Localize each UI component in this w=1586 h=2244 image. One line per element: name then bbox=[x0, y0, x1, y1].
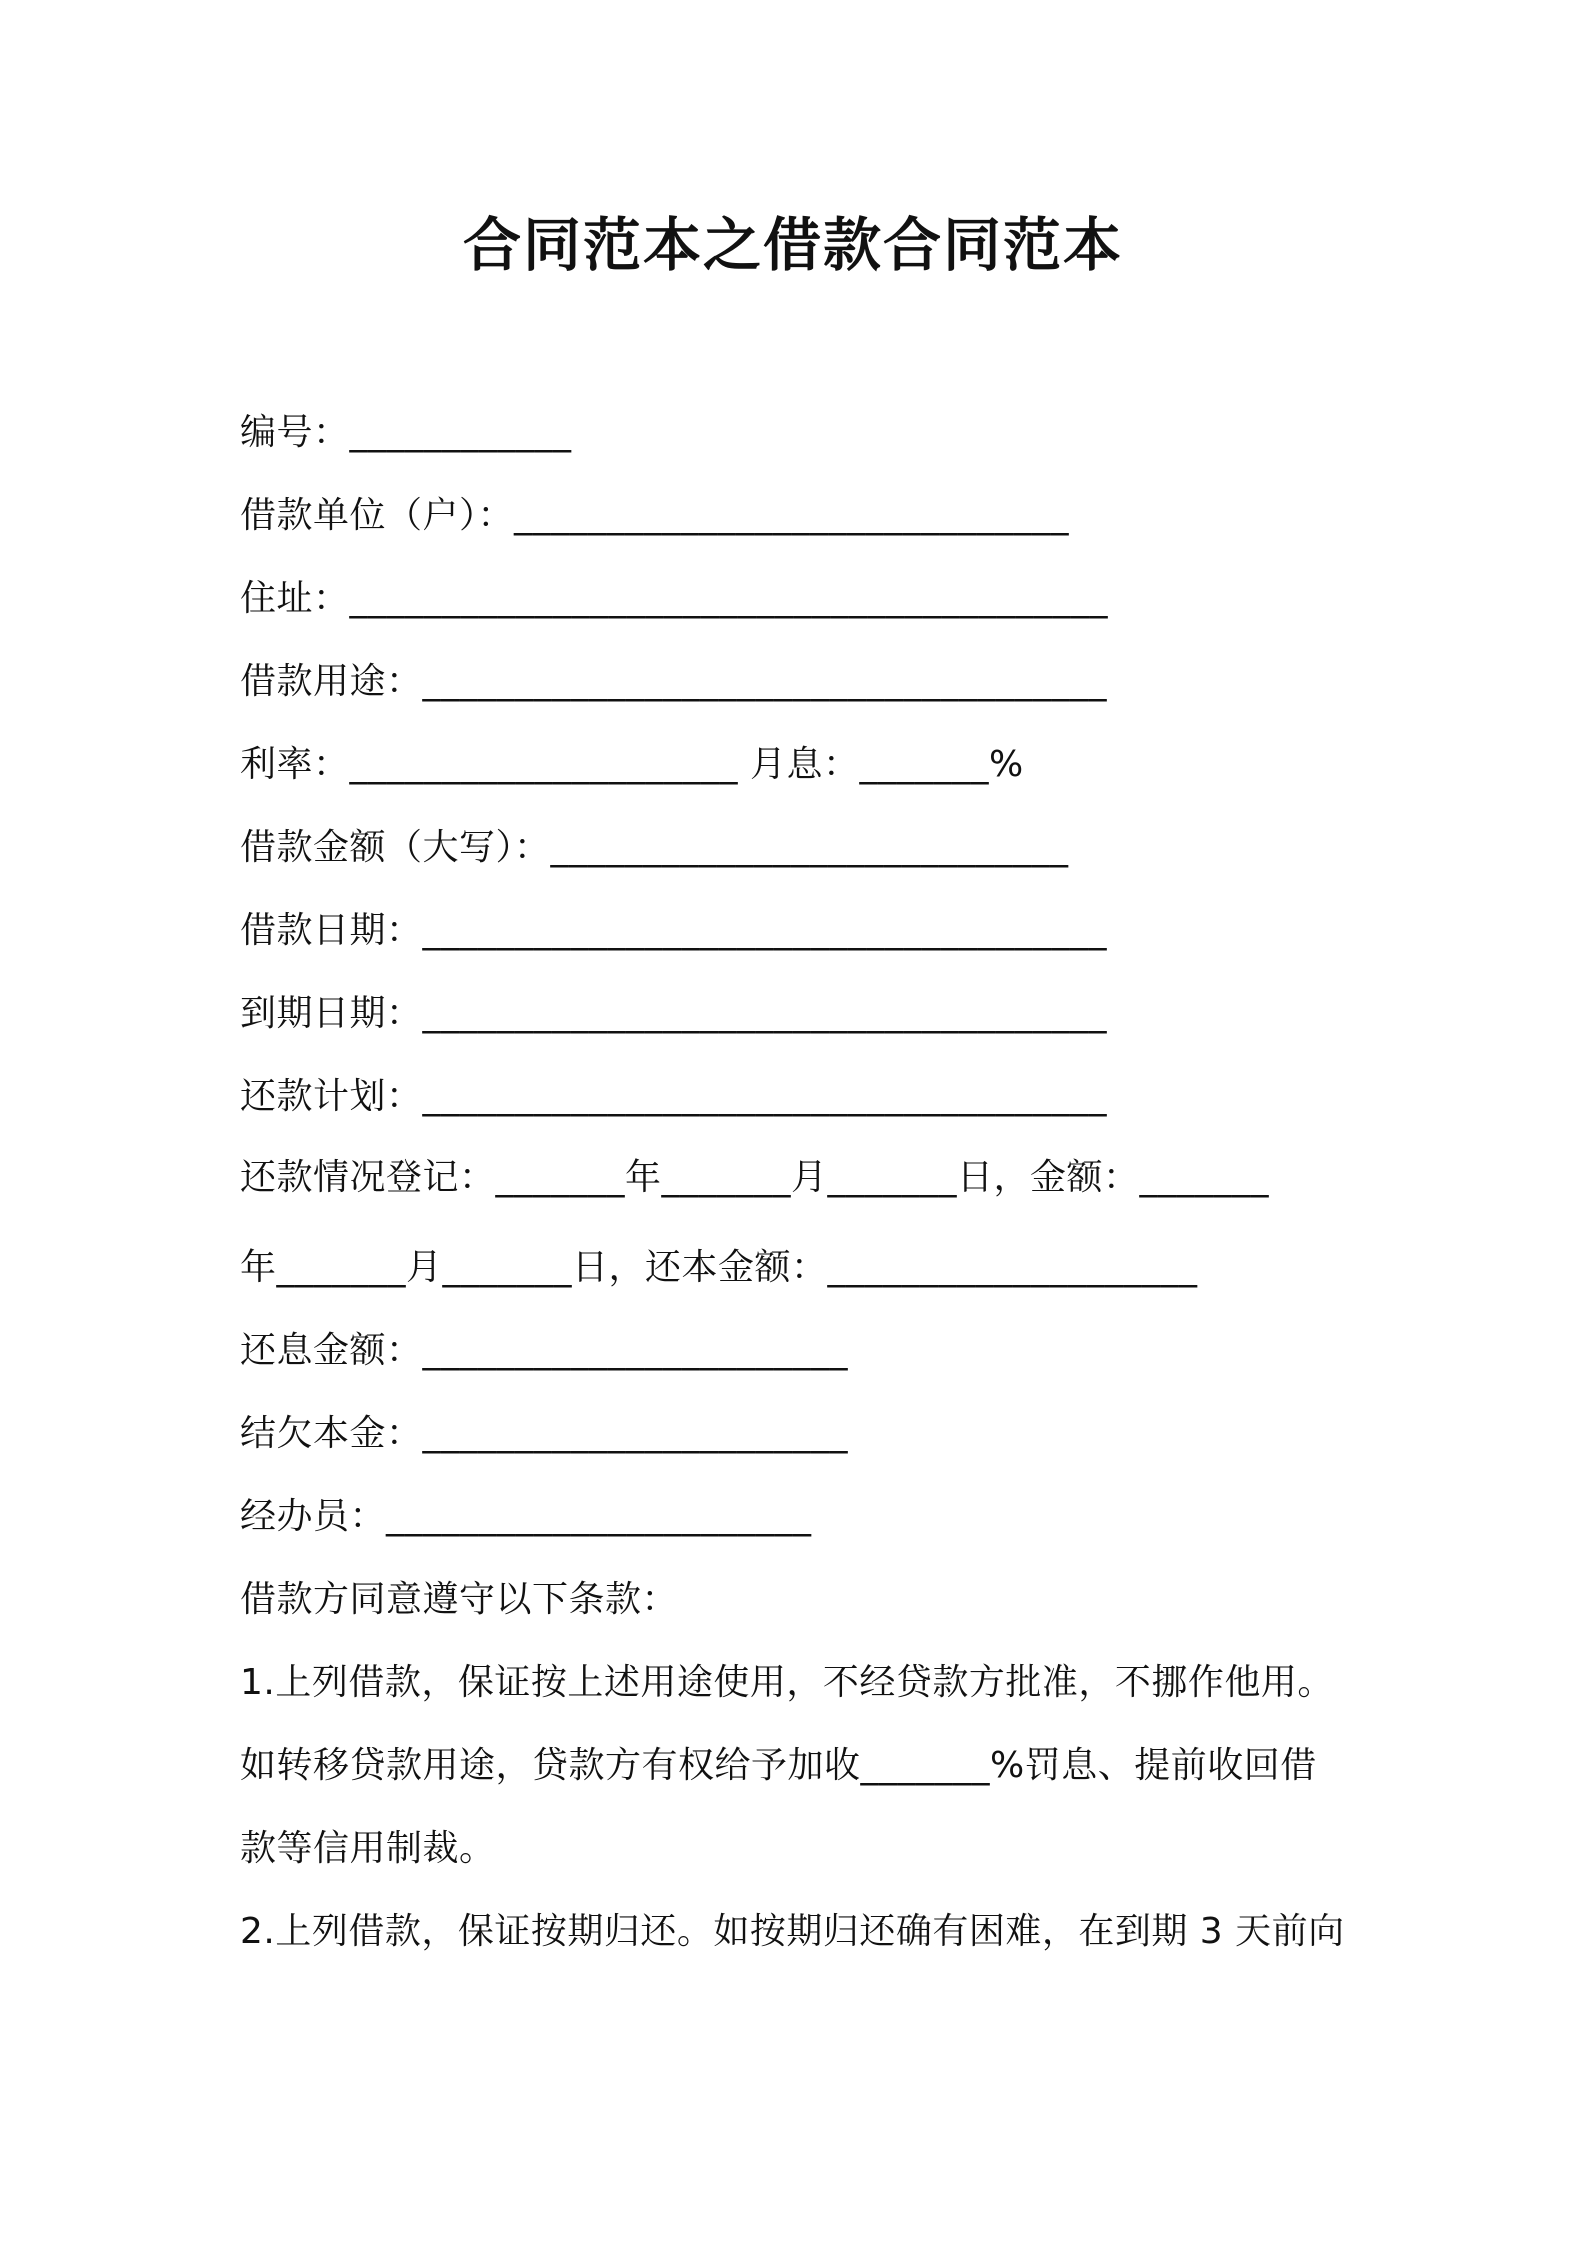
field-loan-amount: 借款金额（大写）：____________________________ bbox=[240, 827, 1069, 868]
field-interest-rate: 利率：_____________________ 月息：_______% bbox=[240, 744, 1024, 785]
field-interest-amount: 还息金额：_______________________ bbox=[240, 1330, 849, 1371]
field-repayment-record: 还款情况登记：_______年_______月_______日，金额：_______ bbox=[240, 1157, 1270, 1198]
field-outstanding-principal: 结欠本金：_______________________ bbox=[240, 1413, 849, 1454]
clause-1-line-1: 1.上列借款，保证按上述用途使用，不经贷款方批准，不挪作他用。 bbox=[240, 1662, 1334, 1703]
field-due-date: 到期日期：_____________________________________ bbox=[240, 993, 1108, 1034]
clause-1-line-2: 如转移贷款用途，贷款方有权给予加收_______%罚息、提前收回借 bbox=[240, 1745, 1317, 1786]
clause-2-line-1: 2.上列借款，保证按期归还。如按期归还确有困难，在到期 3 天前向 bbox=[240, 1911, 1345, 1952]
field-address: 住址：_________________________________________ bbox=[240, 578, 1109, 619]
terms-intro: 借款方同意遵守以下条款： bbox=[240, 1579, 679, 1620]
field-contract-number: 编号：____________ bbox=[240, 412, 572, 453]
field-handler: 经办员：_______________________ bbox=[240, 1496, 812, 1537]
field-repayment-record-continued: 年_______月_______日，还本金额：____________________ bbox=[240, 1247, 1198, 1288]
clause-1-line-3: 款等信用制裁。 bbox=[240, 1828, 496, 1869]
field-loan-date: 借款日期：_____________________________________ bbox=[240, 910, 1108, 951]
field-loan-purpose: 借款用途：_____________________________________ bbox=[240, 661, 1108, 702]
document-title: 合同范本之借款合同范本 bbox=[462, 211, 1123, 279]
field-repayment-plan: 还款计划：_____________________________________ bbox=[240, 1076, 1108, 1117]
field-borrower-unit: 借款单位（户）：______________________________ bbox=[240, 495, 1070, 536]
